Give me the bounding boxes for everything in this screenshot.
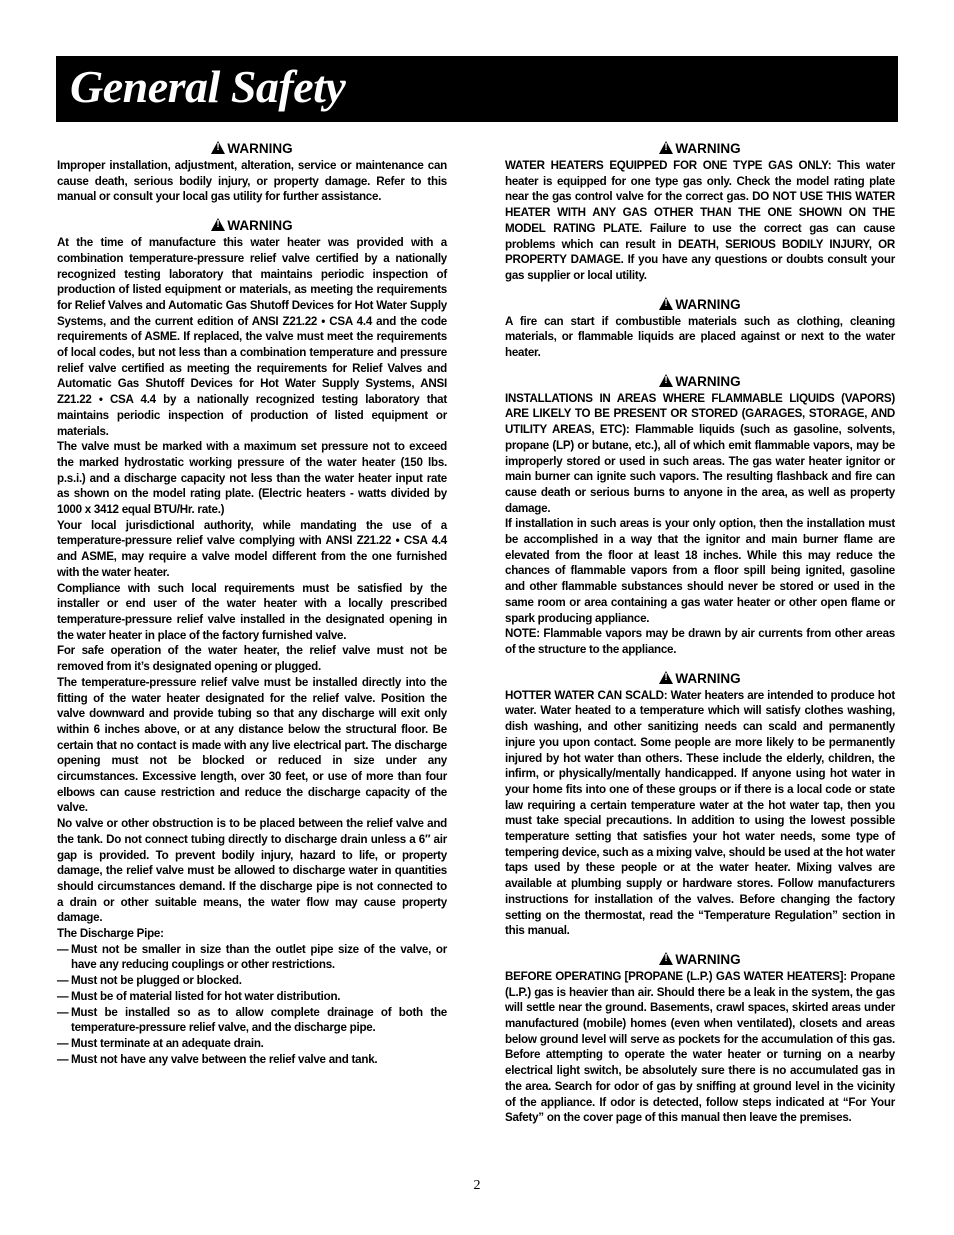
warning-text: A fire can start if combustible materials such as clothing, cleaning materials, or flammable liquids are placed against or next to the water heater. <box>505 314 895 360</box>
list-item: — Must be installed so as to allow complete drainage of both the temperature-pressure relief valve, and the discharge pipe. <box>57 1005 447 1036</box>
warning-label: WARNING <box>675 670 741 686</box>
warning-label: WARNING <box>675 141 741 156</box>
warning-label: WARNING <box>675 951 741 967</box>
list-item: — Must not be plugged or blocked. <box>57 973 447 989</box>
warning-label: WARNING <box>675 296 741 312</box>
warning-triangle-icon <box>659 374 673 387</box>
left-column <box>57 141 447 1080</box>
warning-triangle-icon <box>659 141 673 154</box>
paragraph: For safe operation of the water heater, the relief valve must not be removed from it’s designated opening or plugged. <box>57 644 447 674</box>
list-item: — Must be of material listed for hot water distribution. <box>57 989 447 1005</box>
paragraph: At the time of manufacture this water heater was provided with a combination temperature-pressure relief valve certified by a nationally recognized testing laboratory that maintains periodic inspection of production of listed equipment or materials, as meeting the requirements for Relief Valves and Automatic Gas Shutoff Devices for Hot Water Supply Systems, and the current edition of ANSI Z21.22 • CSA 4.4 and the code requirements of ASME. If replaced, the valve must meet the requirements of local codes, but not less than a combination temperature and pressure relief valve certified as meeting the requirements for Relief Valves and Automatic Gas Shutoff Devices for Hot Water Supply Systems, ANSI Z21.22 • CSA 4.4 by a nationally recognized testing laboratory that maintains periodic inspection of production of listed equipment or materials. <box>57 236 447 438</box>
list-item: — Must not have any valve between the relief valve and tank. <box>57 1052 447 1068</box>
warning-block-propane <box>505 952 895 1126</box>
warning-block-flammable-liquids <box>505 374 895 658</box>
warning-text: WATER HEATERS EQUIPPED FOR ONE TYPE GAS ONLY: This water heater is equipped for one type gas only. Check the model rating plate near the gas control valve for the correct gas. DO NOT USE THIS WATER HEATER WITH ANY GAS OTHER THAN THE ONE SHOWN ON THE MODEL RATING PLATE. Failure to use the correct gas can cause problems which can result in DEATH, SERIOUS BODILY INJURY, OR PROPERTY DAMAGE. If you have any questions or doubts consult your gas supplier or local utility. <box>505 159 895 282</box>
warning-label: WARNING <box>227 141 293 156</box>
list-item: — Must terminate at an adequate drain. <box>57 1036 447 1052</box>
warning-triangle-icon <box>659 952 673 965</box>
warning-block-scald <box>505 671 895 939</box>
discharge-pipe-list <box>57 942 447 1068</box>
warning-block-relief-valve <box>57 218 447 1067</box>
warning-text: HOTTER WATER CAN SCALD: Water heaters are intended to produce hot water. Water heated to a temperature which will satisfy clothes washing, dish washing, and other sanitizing needs can scald and permanently injure you upon contact. Some people are more likely to be permanently injured by hot water than others. These include the elderly, children, the infirm, or physically/mentally handicapped. If anyone using hot water in your home fits into one of these groups or if there is a local code or state law requiring a certain temperature water at the hot water tap, then you must take special precautions. In addition to using the lowest possible temperature setting that satisfies your hot water needs, some type of tempering device, such as a mixing valve, should be used at the hot water taps used by these people or at the water heater. Mixing valves are available at plumbing supply or hardware stores. Follow manufacturers instructions for installation of the valves. Before changing the factory setting on the thermostat, read the “Temperature Regulation” section in this manual. <box>505 688 895 938</box>
warning-block-fire <box>505 297 895 361</box>
warning-triangle-icon <box>211 218 225 231</box>
warning-triangle-icon <box>659 671 673 684</box>
warning-triangle-icon <box>659 297 673 310</box>
warning-text: Improper installation, adjustment, alteration, service or maintenance can cause death, serious bodily injury, or property damage. Refer to this manual or consult your local gas utility for further assistance. <box>57 159 447 204</box>
warning-heading <box>505 141 895 157</box>
paragraph: The valve must be marked with a maximum set pressure not to exceed the marked hydrostatic working pressure of the water heater (150 lbs. p.s.i.) and a discharge capacity not less than the water heater input rate as shown on the model rating plate. (Electric heaters - watts divided by 1000 x 3412 equal BTU/Hr. rate.) <box>57 440 447 517</box>
warning-label: WARNING <box>675 373 741 389</box>
paragraph: If installation in such areas is your only option, then the installation must be accomplished in a way that the ignitor and main burner flame are elevated from the floor at least 18 inches. While this may reduce the chances of flammable vapors from a floor spill being ignited, gasoline and other flammable substances should never be stored or used in the same room or area containing a gas water heater or other open flame or spark producing appliance. <box>505 517 895 625</box>
warning-heading <box>505 952 895 968</box>
discharge-pipe-heading: The Discharge Pipe: <box>57 927 164 941</box>
warning-block-gas-type <box>505 141 895 284</box>
warning-label: WARNING <box>227 218 293 234</box>
paragraph: INSTALLATIONS IN AREAS WHERE FLAMMABLE LIQUIDS (VAPORS) ARE LIKELY TO BE PRESENT OR STORED (GARAGES, STORAGE, AND UTILITY AREAS, ETC): Flammable liquids (such as gasoline, solvents, propane (LP) or butane, etc.), all of which emit flammable vapors, may be improperly stored or used in such areas. The gas water heater ignitor or main burner can ignite such vapors. The resulting flashback and fire can cause death or serious burns to anyone in the area, as well as property damage. <box>505 391 895 515</box>
warning-heading <box>505 671 895 687</box>
page-number: 2 <box>473 1178 481 1193</box>
warning-block-improper-installation <box>57 141 447 205</box>
paragraph: NOTE: Flammable vapors may be drawn by air currents from other areas of the structure to the appliance. <box>505 627 895 656</box>
right-column <box>505 141 895 1139</box>
warning-triangle-icon <box>211 141 225 154</box>
paragraph: Compliance with such local requirements must be satisfied by the installer or end user of the water heater with a locally prescribed temperature-pressure relief valve installed in the designated opening in the water heater in place of the factory furnished valve. <box>57 581 447 642</box>
page-title: General Safety <box>70 61 346 112</box>
warning-heading <box>505 374 895 390</box>
warning-text: BEFORE OPERATING [PROPANE (L.P.) GAS WATER HEATERS]: Propane (L.P.) gas is heavier than air. Should there be a leak in the system, the gas will settle near the ground. Basements, crawl spaces, skirted areas under manufactured (mobile) homes (even when ventilated), closets and areas below ground level will serve as pockets for the accumulation of this gas. Before attempting to operate the water heater or turning on a nearby electrical light switch, be absolutely sure there is no accumulated gas in the area. Search for odor of gas by sniffing at ground level in the vicinity of the appliance. If odor is detected, follow steps indicated at “For Your Safety” on the cover page of this manual then leave the premises. <box>505 969 895 1125</box>
list-item: — Must not be smaller in size than the outlet pipe size of the valve, or have any reducing couplings or other restrictions. <box>57 942 447 973</box>
warning-heading <box>57 141 447 157</box>
paragraph: Your local jurisdictional authority, while mandating the use of a temperature-pressure relief valve complying with ANSI Z21.22 • CSA 4.4 and ASME, may require a valve model different from the one furnished with the water heater. <box>57 518 447 579</box>
paragraph: The temperature-pressure relief valve must be installed directly into the fitting of the water heater designated for the relief valve. Position the valve downward and provide tubing so that any discharge will exit only within 6 inches above, or at any distance below the structural floor. Be certain that no contact is made with any live electrical part. The discharge opening must not be blocked or reduced in size under any circumstances. Excessive length, over 30 feet, or use of more than four elbows can cause restriction and reduce the discharge capacity of the valve. <box>57 675 447 815</box>
warning-heading <box>57 218 447 234</box>
warning-heading <box>505 297 895 313</box>
title-bar <box>56 56 898 122</box>
paragraph: No valve or other obstruction is to be placed between the relief valve and the tank. Do not connect tubing directly to discharge drain unless a 6″ air gap is provided. To prevent bodily injury, hazard to life, or property damage, the relief valve must be allowed to discharge water in quantities should circumstances demand. If the discharge pipe is not connected to a drain or other suitable means, the water flow may cause property damage. <box>57 817 447 925</box>
